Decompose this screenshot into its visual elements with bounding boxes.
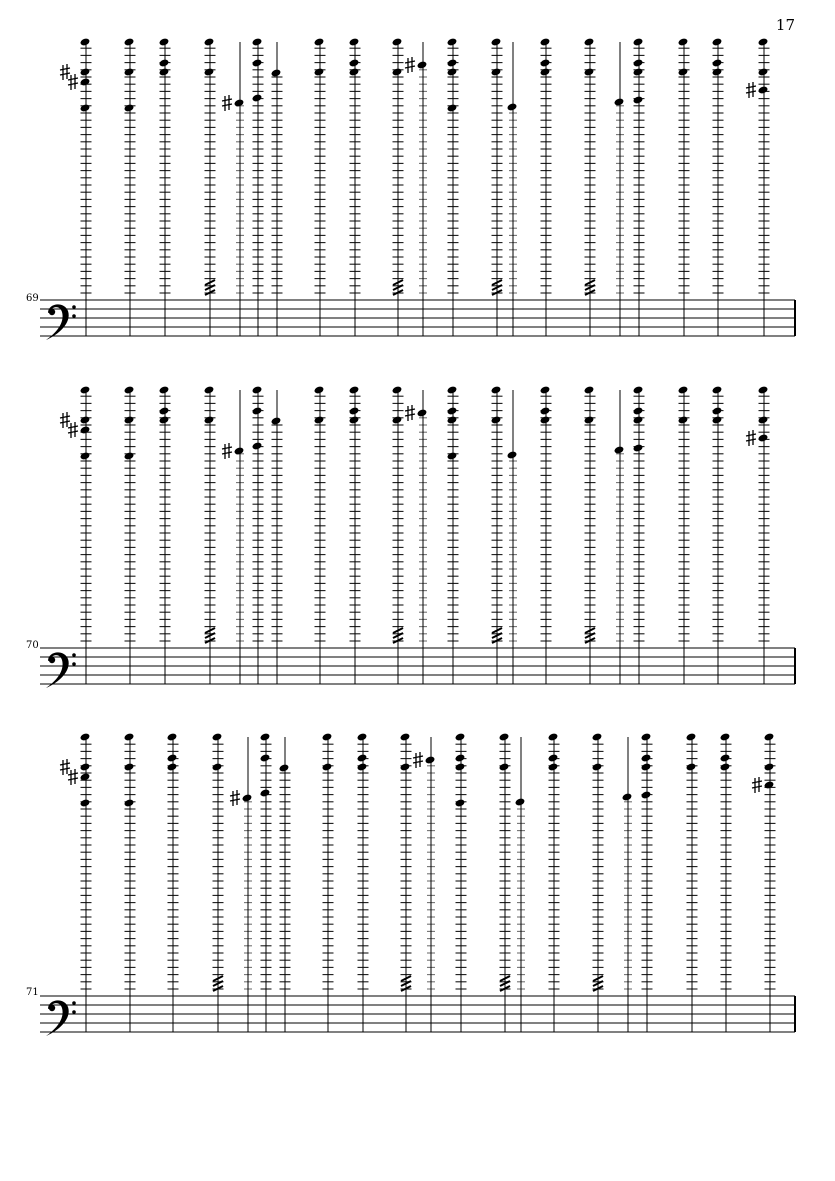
bass-clef-dot-icon [72,662,76,666]
notehead-icon [80,415,91,424]
notehead-icon [322,732,333,741]
notehead-icon [80,67,91,76]
sharp-icon [413,752,423,768]
bass-clef-dot-icon [49,309,55,315]
sharp-icon [222,95,232,111]
measure-number-system-2: 70 [26,640,39,651]
sharp-icon [746,430,756,446]
notehead-icon [349,406,360,415]
notehead-icon [159,58,170,67]
notehead-icon [242,793,253,802]
notehead-icon [592,762,603,771]
notehead-icon [400,732,411,741]
notehead-icon [678,385,689,394]
sharp-icon [230,790,240,806]
notehead-icon [80,451,91,460]
notehead-icon [764,732,775,741]
notehead-icon [633,385,644,394]
notehead-icon [614,97,625,106]
notehead-icon [124,103,135,112]
bass-clef-dot-icon [49,1005,55,1011]
notehead-icon [447,67,458,76]
notehead-icon [592,732,603,741]
notehead-icon [447,58,458,67]
notehead-icon [491,415,502,424]
notehead-icon [447,37,458,46]
notehead-icon [349,37,360,46]
notehead-icon [758,385,769,394]
notehead-icon [548,732,559,741]
notehead-icon [447,385,458,394]
notehead-icon [252,385,263,394]
bass-clef-icon [46,1000,69,1036]
sharp-icon [752,777,762,793]
notehead-icon [167,732,178,741]
notehead-icon [252,37,263,46]
notehead-icon [540,37,551,46]
notehead-icon [349,415,360,424]
notehead-icon [633,406,644,415]
notehead-icon [80,385,91,394]
notehead-icon [159,67,170,76]
notehead-icon [491,67,502,76]
notehead-icon [678,415,689,424]
notehead-icon [322,762,333,771]
notehead-icon [712,415,723,424]
notehead-icon [159,415,170,424]
notehead-icon [314,415,325,424]
notehead-icon [314,67,325,76]
bass-clef-dot-icon [72,1010,76,1014]
sharp-icon [746,82,756,98]
notehead-icon [641,732,652,741]
notehead-icon [584,37,595,46]
notehead-icon [124,451,135,460]
notehead-icon [260,732,271,741]
notehead-icon [633,37,644,46]
notehead-icon [252,93,263,102]
notehead-icon [455,753,466,762]
notehead-icon [507,102,518,111]
notehead-icon [314,385,325,394]
notehead-icon [204,37,215,46]
measure-number-system-3: 71 [26,987,39,998]
notehead-icon [124,385,135,394]
bass-clef-icon [46,304,69,340]
notehead-icon [80,103,91,112]
notehead-icon [204,385,215,394]
notehead-icon [167,753,178,762]
measure-number-system-1: 69 [26,293,39,304]
notehead-icon [314,37,325,46]
notehead-icon [622,792,633,801]
notehead-icon [686,732,697,741]
notehead-icon [159,37,170,46]
notehead-icon [540,406,551,415]
notehead-icon [349,385,360,394]
notehead-icon [455,732,466,741]
notehead-icon [540,385,551,394]
notehead-icon [758,433,769,442]
notehead-icon [712,37,723,46]
sharp-icon [60,759,70,775]
bass-clef-dot-icon [72,305,76,309]
notehead-icon [720,753,731,762]
sharp-icon [68,769,78,785]
notehead-icon [720,732,731,741]
notehead-icon [712,67,723,76]
notehead-icon [764,780,775,789]
sharp-icon [68,74,78,90]
page-number: 17 [775,16,795,34]
notehead-icon [641,790,652,799]
notehead-icon [447,451,458,460]
notehead-icon [758,67,769,76]
notehead-icon [507,450,518,459]
notehead-icon [641,753,652,762]
sharp-icon [60,64,70,80]
notehead-icon [417,408,428,417]
sharp-icon [68,422,78,438]
notehead-icon [124,762,135,771]
sharp-icon [405,57,415,73]
sharp-icon [405,405,415,421]
notehead-icon [633,443,644,452]
notehead-icon [447,103,458,112]
notehead-icon [678,37,689,46]
notehead-icon [392,385,403,394]
notehead-icon [641,762,652,771]
notehead-icon [686,762,697,771]
notehead-icon [455,798,466,807]
notehead-icon [455,762,466,771]
notehead-icon [279,763,290,772]
notehead-icon [400,762,411,771]
notehead-icon [499,732,510,741]
notehead-icon [499,762,510,771]
notehead-icon [392,67,403,76]
notehead-icon [548,753,559,762]
bass-clef-icon [46,652,69,688]
notehead-icon [271,68,282,77]
notehead-icon [212,732,223,741]
notehead-icon [758,85,769,94]
notehead-icon [159,406,170,415]
notehead-icon [614,445,625,454]
notehead-icon [124,732,135,741]
notehead-icon [392,37,403,46]
notehead-icon [124,37,135,46]
notehead-icon [271,416,282,425]
notehead-icon [584,67,595,76]
notehead-icon [204,415,215,424]
notehead-icon [758,415,769,424]
bass-clef-dot-icon [72,653,76,657]
notehead-icon [491,385,502,394]
notehead-icon [392,415,403,424]
notehead-icon [260,788,271,797]
notehead-icon [357,762,368,771]
notehead-icon [80,425,91,434]
notehead-icon [758,37,769,46]
notehead-icon [80,762,91,771]
notehead-icon [540,415,551,424]
notehead-icon [252,58,263,67]
notehead-icon [491,37,502,46]
notehead-icon [515,797,526,806]
notehead-icon [252,406,263,415]
notehead-icon [124,415,135,424]
notehead-icon [124,798,135,807]
notehead-icon [252,441,263,450]
notehead-icon [764,762,775,771]
bass-clef-dot-icon [72,1001,76,1005]
notehead-icon [80,77,91,86]
notehead-icon [712,58,723,67]
notehead-icon [633,58,644,67]
notehead-icon [349,67,360,76]
notehead-icon [584,415,595,424]
notehead-icon [447,406,458,415]
notehead-icon [417,60,428,69]
notehead-icon [212,762,223,771]
notehead-icon [124,67,135,76]
bass-clef-dot-icon [72,314,76,318]
notehead-icon [80,37,91,46]
notehead-icon [678,67,689,76]
notehead-icon [260,753,271,762]
notehead-icon [425,755,436,764]
notehead-icon [540,58,551,67]
notehead-icon [447,415,458,424]
notehead-icon [357,753,368,762]
notehead-icon [712,385,723,394]
notehead-icon [80,798,91,807]
notehead-icon [712,406,723,415]
notehead-icon [633,415,644,424]
notehead-icon [80,732,91,741]
notehead-icon [584,385,595,394]
notehead-icon [633,67,644,76]
notehead-icon [167,762,178,771]
sharp-icon [222,443,232,459]
notehead-icon [633,95,644,104]
notehead-icon [548,762,559,771]
notehead-icon [159,385,170,394]
notehead-icon [357,732,368,741]
notehead-icon [720,762,731,771]
bass-clef-dot-icon [49,657,55,663]
notehead-icon [204,67,215,76]
notehead-icon [540,67,551,76]
sharp-icon [60,412,70,428]
notehead-icon [349,58,360,67]
